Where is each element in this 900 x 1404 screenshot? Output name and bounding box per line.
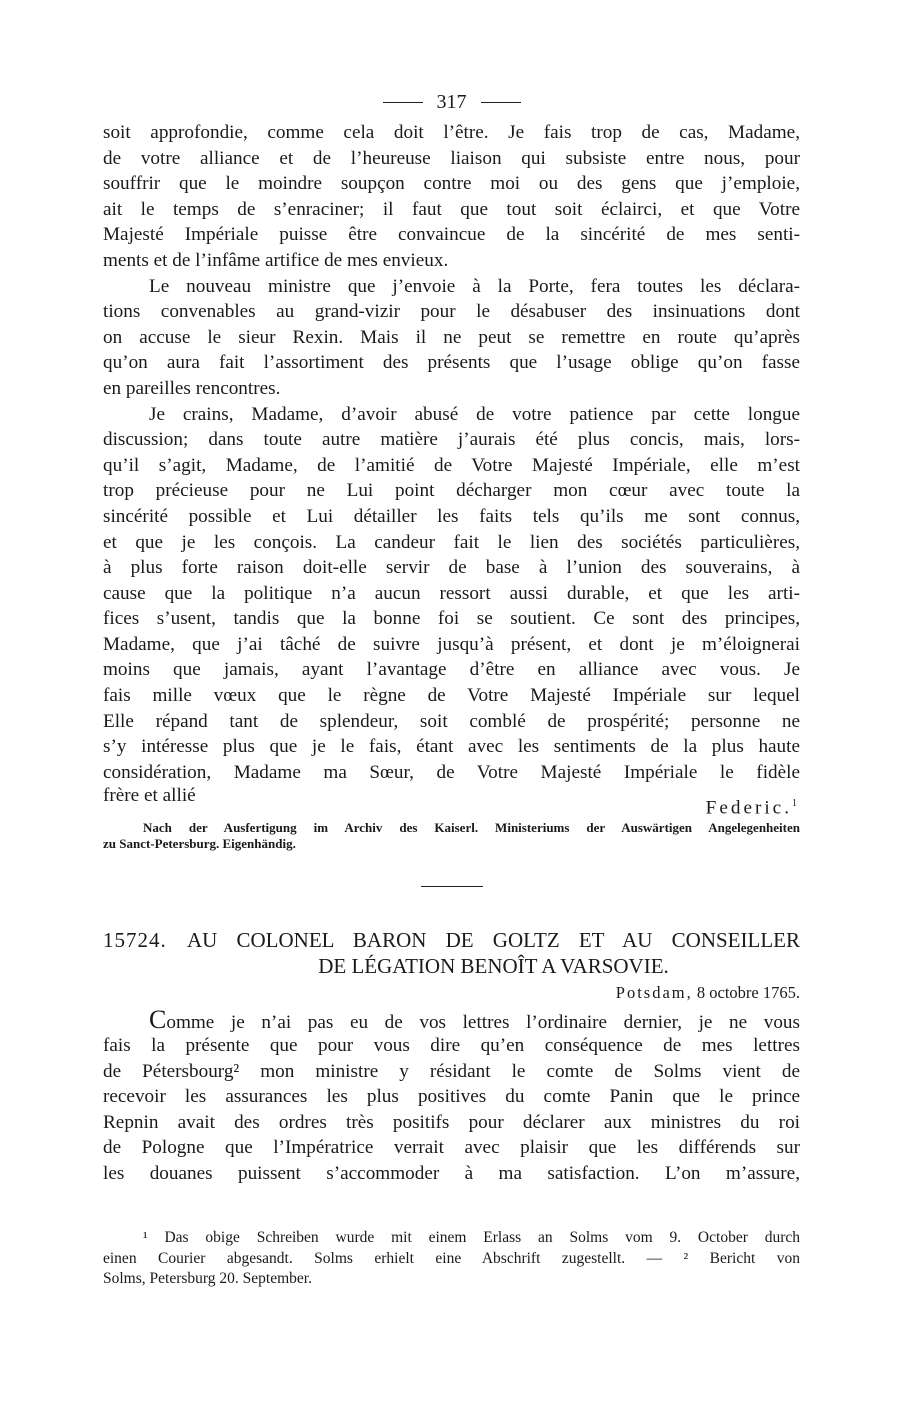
text-line: recevoir les assurances les plus positives du comte Panin que le prince	[103, 1086, 800, 1108]
letter-1-text	[103, 120, 800, 785]
text-line: fais la présente que pour vous dire qu’en conséquence de mes lettres	[103, 1035, 800, 1057]
source-note	[103, 820, 800, 852]
text-line: Madame, que j’ai tâché de suivre jusqu’à présent, et dont je m’éloignerai	[103, 633, 800, 655]
text-line: de Pétersbourg² mon ministre y résidant le comte de Solms vient de	[103, 1060, 800, 1082]
text-line: Comme je n’ai pas eu de vos lettres l’ordinaire dernier, je ne vous	[149, 1005, 800, 1035]
text-line: Le nouveau ministre que j’envoie à la Porte, fera toutes les déclara-	[149, 275, 800, 297]
text-line: ait le temps de s’enraciner; il faut que tout soit éclairci, et que Votre	[103, 198, 800, 220]
text-line: ments et de l’infâme artifice de mes envieux.	[103, 249, 449, 271]
text-line: discussion; dans toute autre matière j’aurais été plus concis, mais, lors-	[103, 429, 800, 451]
text-line: trop précieuse pour ne Lui point décharger mon cœur avec toute la	[103, 480, 800, 502]
letter-2-text	[103, 1007, 800, 1186]
text-line: fices s’usent, tandis que la bonne foi se soutient. Ce sont des principes,	[103, 608, 800, 630]
section-divider	[421, 886, 483, 887]
footnote-line: Solms, Petersburg 20. September.	[103, 1270, 312, 1287]
letter-title-line-2: DE LÉGATION BENOÎT A VARSOVIE.	[318, 954, 669, 979]
text-line: à plus forte raison doit-elle servir de base à l’union des souverains, à	[103, 557, 800, 579]
text-line: moins que jamais, ayant l’avantage d’être en alliance avec vous. Je	[103, 659, 800, 681]
text-line: qu’il s’agit, Madame, de l’amitié de Votre Majesté Impériale, elle m’est	[103, 454, 800, 476]
footnotes	[103, 1228, 800, 1290]
text-line: cause que la politique n’a aucun ressort aussi durable, et que les arti-	[103, 582, 800, 604]
text-line: les douanes puissent s’accommoder à ma satisfaction. L’on m’assure,	[103, 1163, 800, 1184]
letter-number: 15724.	[103, 928, 167, 953]
text-line: Majesté Impériale puisse être convaincue de la sincérité de mes senti-	[103, 224, 800, 246]
text-line: Je crains, Madame, d’avoir abusé de votre patience par cette longue	[149, 403, 800, 425]
footnote-marker: 1	[792, 798, 800, 810]
letter-2-heading	[103, 927, 800, 979]
text-line: on accuse le sieur Rexin. Mais il ne peut se remettre en route qu’après	[103, 326, 800, 348]
footnote-line: einen Courier abgesandt. Solms erhielt eine Abschrift zugestellt. — ² Bericht von	[103, 1249, 800, 1267]
text-line: fais mille vœux que le règne de Votre Majesté Impériale sur lequel	[103, 685, 800, 707]
page-body	[103, 84, 800, 1187]
dateline-date: 8 octobre 1765.	[696, 983, 800, 1003]
dateline-place: Potsdam,	[615, 983, 693, 1003]
text-line: considération, Madame ma Sœur, de Votre Majesté Impériale le fidèle	[103, 761, 800, 783]
header-dash-left	[383, 102, 423, 103]
dateline	[103, 979, 800, 1007]
text-line: s’y intéresse plus que je le fais, étant avec les sentiments de la plus haute	[103, 736, 800, 758]
signature-name: Federic.	[705, 797, 792, 819]
page-header	[103, 84, 800, 120]
closing-row	[103, 785, 800, 819]
text-line: soit approfondie, comme cela doit l’être. Je fais trop de cas, Madame,	[103, 122, 800, 143]
letter-title-line-1: AU COLONEL BARON DE GOLTZ ET AU CONSEILLER	[187, 928, 800, 953]
text-line: en pareilles rencontres.	[103, 377, 281, 399]
text-line: de votre alliance et de l’heureuse liaison qui subsiste entre nous, pour	[103, 147, 800, 169]
text-line: Repnin avait des ordres très positifs pour déclarer aux ministres du roi	[103, 1111, 800, 1133]
closing-text: frère et allié	[103, 785, 196, 807]
text-line: souffrir que le moindre soupçon contre moi ou des gens que j’emploie,	[103, 173, 800, 195]
footnote-line: ¹ Das obige Schreiben wurde mit einem Erlass an Solms vom 9. October durch	[143, 1229, 800, 1246]
source-line: zu Sanct-Petersburg. Eigenhändig.	[103, 836, 296, 852]
page-number: 317	[436, 91, 467, 113]
signature	[705, 785, 800, 819]
text-line: qu’on aura fait l’assortiment des présents que l’usage oblige qu’on fasse	[103, 352, 800, 374]
text-line: de Pologne que l’Impératrice verrait avec plaisir que les différends sur	[103, 1137, 800, 1159]
header-dash-right	[481, 102, 521, 103]
text-line: Elle répand tant de splendeur, soit comblé de prospérité; personne ne	[103, 710, 800, 732]
text-line: et que je les conçois. La candeur fait le lien des sociétés particulières,	[103, 531, 800, 553]
text-line: sincérité possible et Lui détailler les faits tels qu’ils me sont connus,	[103, 505, 800, 527]
source-line: Nach der Ausfertigung im Archiv des Kaiserl. Ministeriums der Auswärtigen Angelegenheiten	[143, 820, 800, 836]
text-line: tions convenables au grand-vizir pour le désabuser des insinuations dont	[103, 301, 800, 323]
